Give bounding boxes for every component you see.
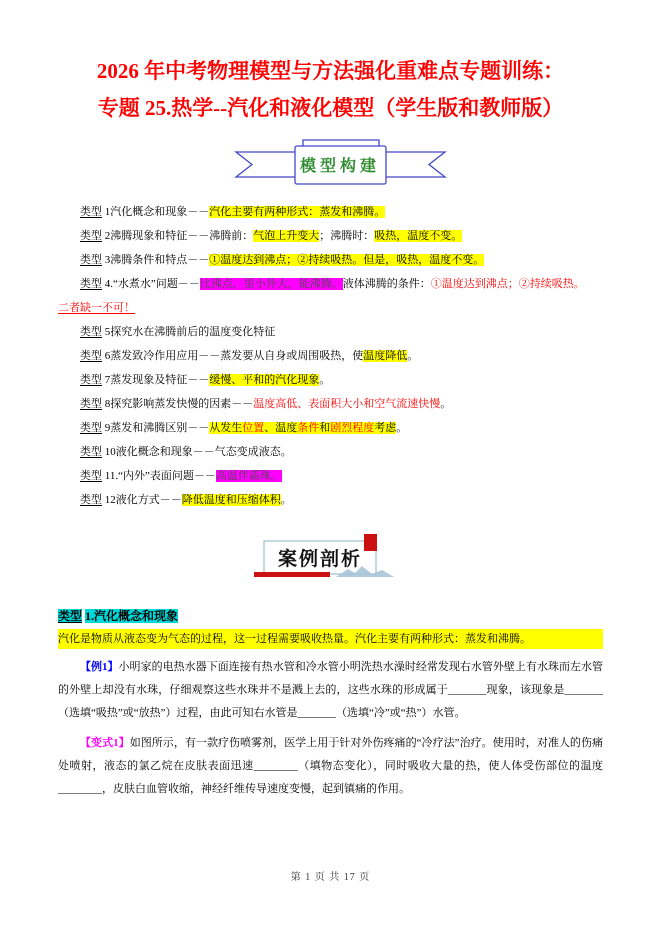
text-run-label: 类型 xyxy=(80,470,102,482)
case-type1-summary: 汽化是物质从液态变为气态的过程，这一过程需要吸收热量。汽化主要有两种形式：蒸发和沸腾。 xyxy=(58,629,603,649)
text-run-plain: 1汽化概念和现象－－ xyxy=(102,206,210,218)
text-run-yellow: 和 xyxy=(319,422,331,434)
text-run-plain: 2沸腾现象和特征－－沸腾前： xyxy=(102,230,254,242)
red-bar-decoration xyxy=(254,572,330,577)
doc-title-line2: 专题 25.热学--汽化和液化模型（学生版和教师版） xyxy=(97,96,564,120)
doc-title-line1: 2026 年中考物理模型与方法强化重难点专题训练： xyxy=(96,59,565,83)
text-run-yellow: 气泡上升变大 xyxy=(253,230,320,242)
text-run-red: 温度高低、表面积大小和空气流速快慢 xyxy=(253,398,441,410)
text-run-yellow: ①温度达到沸点；②持续吸热。但是，吸热，温度不变。 xyxy=(209,254,485,266)
text-run-yellow: 汽化主要有两种形式：蒸发和沸腾。 xyxy=(209,206,386,218)
outline-item xyxy=(58,296,603,320)
text-run-label: 类型 xyxy=(80,206,102,218)
text-run-plain: 。 xyxy=(396,422,408,434)
case-type1-heading xyxy=(58,607,603,626)
outline-item xyxy=(58,464,603,488)
outline-item xyxy=(58,320,603,344)
outline-item xyxy=(58,200,603,224)
example1-paragraph xyxy=(58,656,603,725)
text-run-yellow: 吸热，温度不变。 xyxy=(374,230,463,242)
example1-text: 小明家的电热水器下面连接有热水管和冷水管小明洗热水澡时经常发现右水管外壁上有水珠而左水管的外壁上却没有水珠，仔细观察这些水珠并不是溅上去的，这些水珠的形成属于_______现象，该现象是_______（选填“吸热”或“放热”）过程，由此可知右水管是_______（选填“冷”或“热”）水管。 xyxy=(58,661,604,719)
text-run-yellowred: 位置 xyxy=(242,422,265,434)
text-run-label: 类型 xyxy=(80,254,102,266)
case-heading-label: 类型 xyxy=(58,609,83,623)
text-run-plain: ；沸腾时： xyxy=(319,230,375,242)
text-run-yellow: 温度降低 xyxy=(363,350,408,362)
ribbon-right-tail xyxy=(380,152,445,177)
case-banner-label: 案例剖析 xyxy=(277,549,362,570)
text-run-red: ①温度达到沸点；②持续吸热。 xyxy=(430,278,585,290)
text-run-label: 类型 xyxy=(80,446,102,458)
text-run-yellowred: 剧烈程度 xyxy=(330,422,375,434)
case-analysis-banner xyxy=(244,532,434,591)
text-run-magenta: 高温伴霜珠。 xyxy=(215,470,282,482)
text-run-plain: 8探究影响蒸发快慢的因素－－ xyxy=(102,398,254,410)
text-run-yellow: 考虑 xyxy=(374,422,397,434)
text-run-plain: 。 xyxy=(440,398,452,410)
text-run-label: 类型 xyxy=(80,230,102,242)
red-square-decoration xyxy=(364,534,377,551)
text-run-label: 类型 xyxy=(80,494,102,506)
text-run-yellow: 缓慢、平和的汽化现象 xyxy=(209,374,320,386)
text-run-plain: 10液化概念和现象－－气态变成液态。 xyxy=(102,446,292,458)
outline-item xyxy=(58,488,603,512)
text-run-plain: 。 xyxy=(319,374,331,386)
text-run-plain: 5探究水在沸腾前后的温度变化特征 xyxy=(102,326,276,338)
text-run-magenta: 比沸点，里小外大，能沸腾。 xyxy=(199,278,343,290)
text-run-plain: 6蒸发致冷作用应用－－蒸发要从自身或周围吸热，使 xyxy=(102,350,364,362)
text-run-yellow: 从发生 xyxy=(209,422,243,434)
outline-item xyxy=(58,416,603,440)
outline-item xyxy=(58,368,603,392)
outline-item xyxy=(58,440,603,464)
outline-item xyxy=(58,224,603,248)
model-construction-banner xyxy=(233,137,448,194)
variant1-label: 【变式1】 xyxy=(80,737,130,749)
text-run-plain: 9蒸发和沸腾区别－－ xyxy=(102,422,210,434)
text-run-yellow: 降低温度和压缩体积 xyxy=(181,494,281,506)
text-run-plain: 3沸腾条件和特点－－ xyxy=(102,254,210,266)
text-run-label: 类型 xyxy=(80,398,102,410)
text-run-plain: 7蒸发现象及特征－－ xyxy=(102,374,210,386)
text-run-plain: 液体沸腾的条件： xyxy=(342,278,431,290)
outline-item xyxy=(58,248,603,272)
text-run-redu: 二者缺一不可！ xyxy=(58,302,135,314)
text-run-yellow: 、温度 xyxy=(264,422,298,434)
text-run-plain: 。 xyxy=(407,350,419,362)
text-run-label: 类型 xyxy=(80,278,102,290)
text-run-label: 类型 xyxy=(80,374,102,386)
ribbon-banner-graphic xyxy=(233,137,448,189)
text-run-label: 类型 xyxy=(80,350,102,362)
outline-item xyxy=(58,272,603,296)
text-run-plain: 。 xyxy=(280,494,292,506)
text-run-plain: 4.“水煮水”问题－－ xyxy=(102,278,200,290)
ribbon-left-tail xyxy=(236,152,301,177)
outline-item xyxy=(58,392,603,416)
variant1-paragraph xyxy=(58,732,603,801)
model-banner-label: 模型构建 xyxy=(299,158,381,175)
text-run-plain: 12液化方式－－ xyxy=(102,494,182,506)
page-number-footer: 第 1 页 共 17 页 xyxy=(290,872,371,883)
text-run-yellowred: 条件 xyxy=(297,422,320,434)
model-outline-list xyxy=(58,200,603,512)
case-heading-text: 1.汽化概念和现象 xyxy=(85,609,179,623)
case-banner-graphic xyxy=(244,532,434,586)
text-run-plain: 11.“内外”表面问题－－ xyxy=(102,470,216,482)
variant1-text: 如图所示，有一款疗伤喷雾剂，医学上用于针对外伤疼痛的“冷疗法”治疗。使用时，对准人的伤痛处喷射，液态的氯乙烷在皮肤表面迅速________（填物态变化），同时吸收大量的热，使人体受伤部位的温度________，皮肤白血管收缩，神经纤维传导速度变慢，起到镇痛的作用。 xyxy=(58,737,604,795)
example1-label: 【例1】 xyxy=(80,661,119,673)
outline-item xyxy=(58,344,603,368)
text-run-label: 类型 xyxy=(80,422,102,434)
text-run-label: 类型 xyxy=(80,326,102,338)
